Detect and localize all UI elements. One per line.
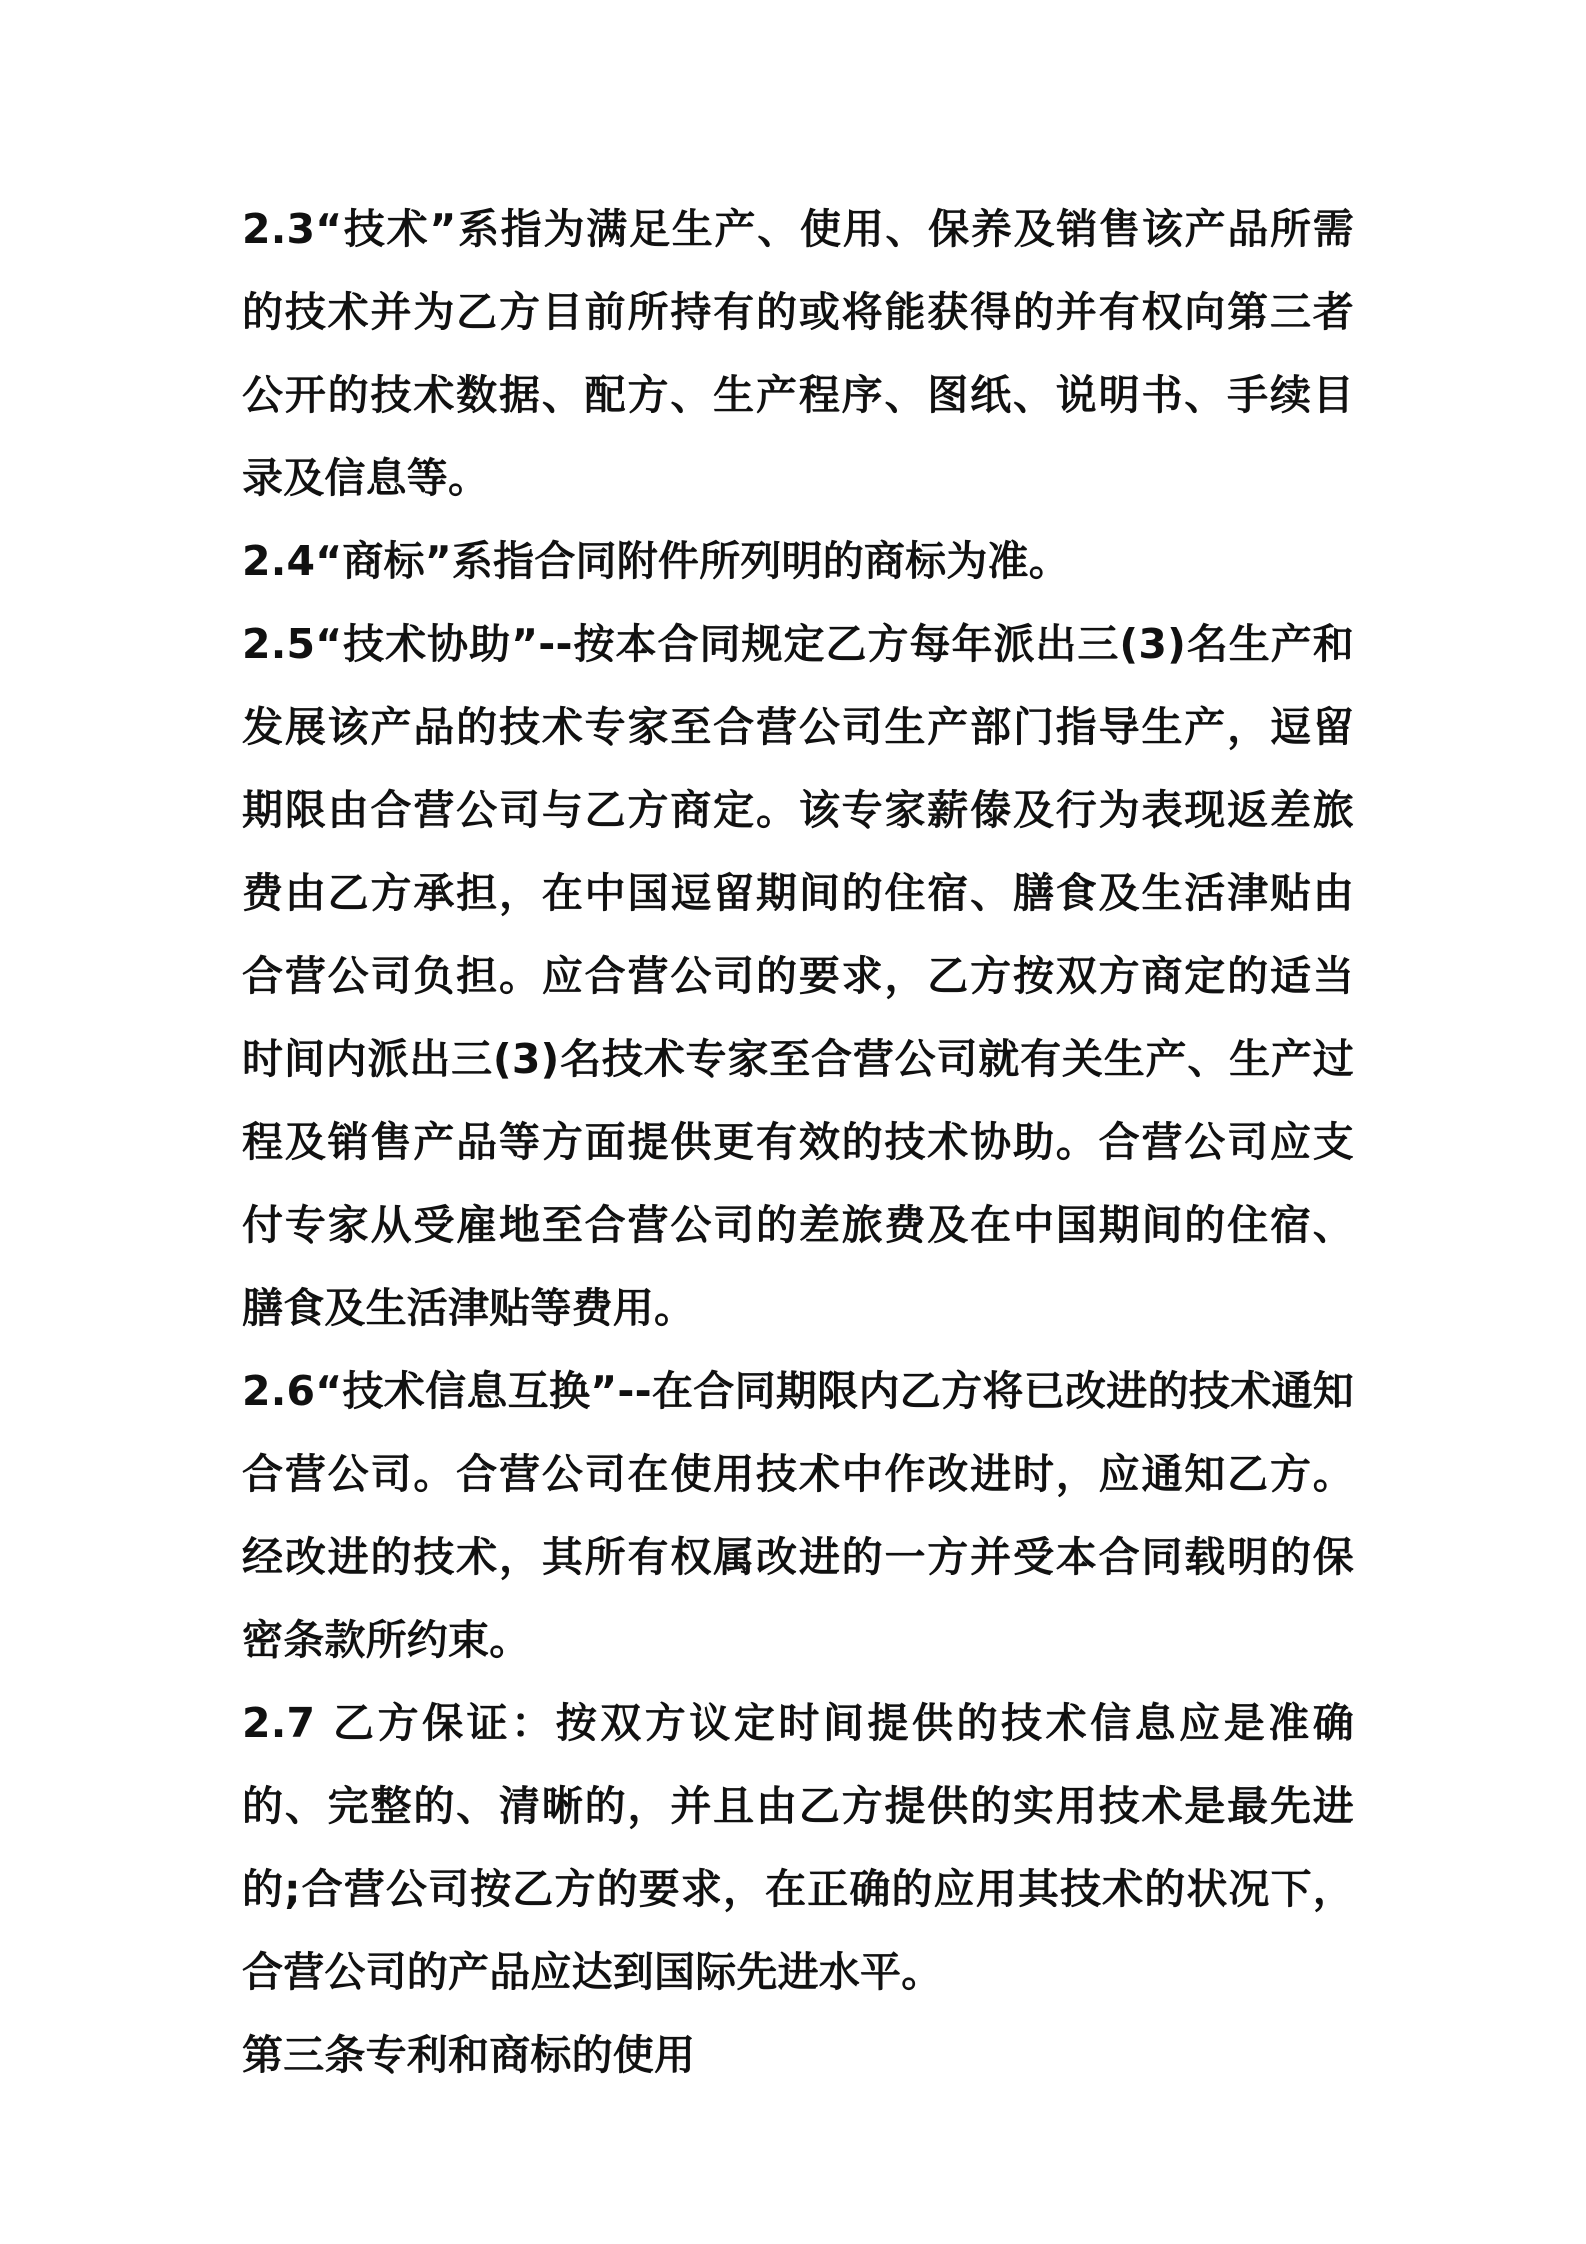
clause-2-6: 2.6“技术信息互换”--在合同期限内乙方将已改进的技术通知合营公司。合营公司在使用技术中作改进时，应通知乙方。经改进的技术，其所有权属改进的一方并受本合同载明的保密条款所约束。: [242, 1367, 1354, 1664]
document-body: [242, 188, 1354, 2097]
section-heading: 第三条专利和商标的使用: [242, 2031, 696, 2079]
clause-2-4: 2.4“商标”系指合同附件所列明的商标为准。: [242, 537, 1070, 585]
clause-2-5: 2.5“技术协助”--按本合同规定乙方每年派出三(3)名生产和发展该产品的技术专家至合营公司生产部门指导生产，逗留期限由合营公司与乙方商定。该专家薪傣及行为表现返差旅费由乙方承担，在中国逗留期间的住宿、膳食及生活津贴由合营公司负担。应合营公司的要求，乙方按双方商定的适当时间内派出三(3)名技术专家至合营公司就有关生产、生产过程及销售产品等方面提供更有效的技术协助。合营公司应支付专家从受雇地至合营公司的差旅费及在中国期间的住宿、膳食及生活津贴等费用。: [242, 620, 1354, 1332]
clause-2-3: 2.3“技术”系指为满足生产、使用、保养及销售该产品所需的技术并为乙方目前所持有的或将能获得的并有权向第三者公开的技术数据、配方、生产程序、图纸、说明书、手续目录及信息等。: [242, 205, 1354, 502]
clause-2-7: 2.7 乙方保证：按双方议定时间提供的技术信息应是准确的、完整的、清晰的，并且由乙方提供的实用技术是最先进的;合营公司按乙方的要求，在正确的应用其技术的状况下，合营公司的产品应达到国际先进水平。: [242, 1699, 1354, 1996]
